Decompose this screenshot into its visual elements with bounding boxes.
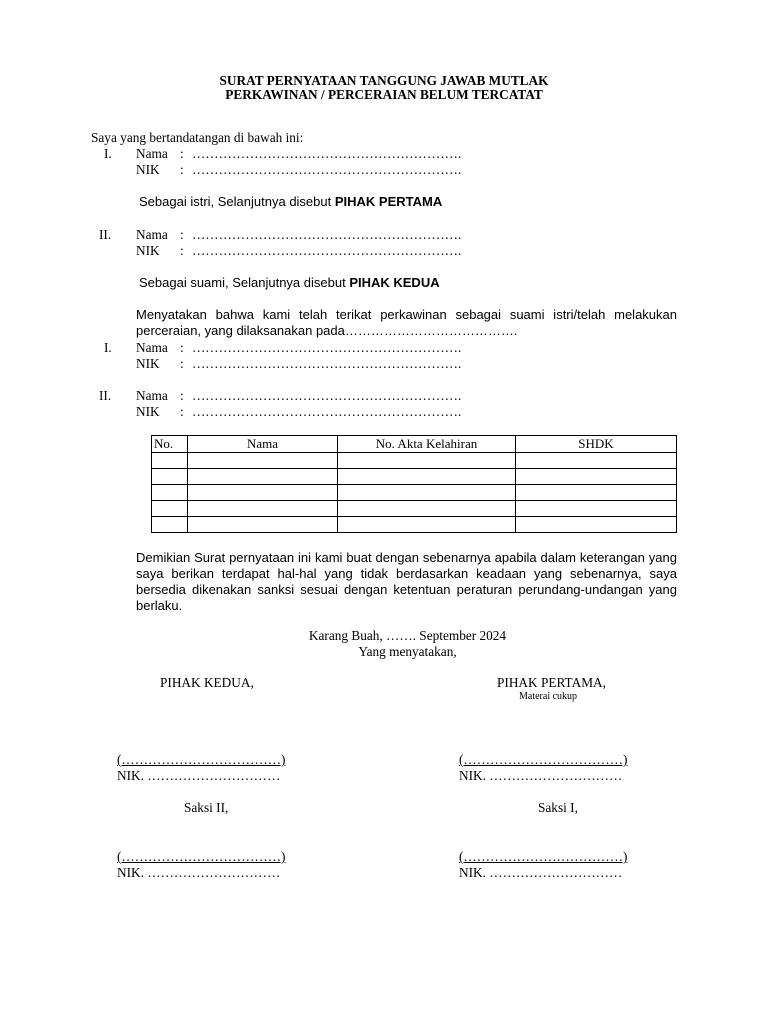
party1-role-name: PIHAK PERTAMA <box>334 194 443 209</box>
witness2-nik-colon: : <box>180 404 184 419</box>
table-cell <box>188 501 338 517</box>
party1-numeral: I. <box>104 146 112 161</box>
sign-left-line: (………………………………) <box>117 752 286 767</box>
table-cell <box>338 517 516 533</box>
title-line-1: SURAT PERNYATAAN TANGGUNG JAWAB MUTLAK <box>219 73 549 88</box>
witness2-nama-colon: : <box>180 388 184 403</box>
sign-right-title: PIHAK PERTAMA, <box>497 675 606 690</box>
party1-nik-colon: : <box>180 162 184 177</box>
saksi-right-line: (………………………………) <box>459 849 628 864</box>
witness1-nik-value: ……………………………………………………. <box>192 356 462 371</box>
statement-paragraph: Menyatakan bahwa kami telah terikat perkawinan sebagai suami istri/telah melakukan perceraian, yang dilaksanakan pada…………………………………. <box>136 307 677 338</box>
party2-nik-colon: : <box>180 243 184 258</box>
sign-right-nik: NIK. ………………………… <box>459 768 623 783</box>
party2-nik-value: ……………………………………………………. <box>192 243 462 258</box>
table-cell <box>516 485 677 501</box>
sign-left-title: PIHAK KEDUA, <box>160 675 254 690</box>
witness2-nama-value: ……………………………………………………. <box>192 388 462 403</box>
table-cell <box>188 517 338 533</box>
title-line-2: PERKAWINAN / PERCERAIAN BELUM TERCATAT <box>225 87 543 102</box>
party1-role-prefix: Sebagai istri, Selanjutnya disebut <box>139 194 335 209</box>
table-cell <box>338 485 516 501</box>
table-header-row <box>152 436 677 453</box>
table-cell <box>338 469 516 485</box>
party2-nik-label: NIK <box>136 243 160 258</box>
party1-nama-value: ……………………………………………………. <box>192 146 462 161</box>
party1-nama-label: Nama <box>136 146 168 161</box>
witness1-nama-label: Nama <box>136 340 168 355</box>
party2-role-name: PIHAK KEDUA <box>349 275 440 290</box>
sign-left-nik: NIK. ………………………… <box>117 768 281 783</box>
table-cell <box>152 453 188 469</box>
table-cell <box>188 453 338 469</box>
table-cell <box>152 501 188 517</box>
table-row <box>152 453 677 469</box>
table-cell <box>516 453 677 469</box>
table-row <box>152 501 677 517</box>
closing-paragraph: Demikian Surat pernyataan ini kami buat dengan sebenarnya apabila dalam keterangan yang saya berikan terdapat hal-hal yang tidak berdasarkan keadaan yang sebenarnya, saya bersedia dikenakan sanksi sesuai dengan ketentuan peraturan perundang-undangan yang berlaku. <box>136 550 677 613</box>
party1-nik-value: ……………………………………………………. <box>192 162 462 177</box>
table-cell <box>516 501 677 517</box>
saksi-right-title: Saksi I, <box>538 800 578 815</box>
table-cell <box>152 517 188 533</box>
materai-note: Materai cukup <box>519 691 578 702</box>
table-row <box>152 517 677 533</box>
party1-role <box>139 194 442 210</box>
place-date: Karang Buah, ……. September 2024 <box>308 628 507 643</box>
table-row <box>152 469 677 485</box>
party2-role <box>139 275 440 291</box>
saksi-right-nik: NIK. ………………………… <box>459 865 623 880</box>
header-nama: Nama <box>188 436 338 453</box>
witness1-nama-colon: : <box>180 340 184 355</box>
party2-nama-colon: : <box>180 227 184 242</box>
table-cell <box>188 469 338 485</box>
witness1-nik-label: NIK <box>136 356 160 371</box>
table-cell <box>516 517 677 533</box>
saksi-left-line: (………………………………) <box>117 849 286 864</box>
intro-text: Saya yang bertandatangan di bawah ini: <box>91 130 304 145</box>
witness1-nik-colon: : <box>180 356 184 371</box>
children-table <box>151 435 677 533</box>
witness2-nik-value: ……………………………………………………. <box>192 404 462 419</box>
witness1-nama-value: ……………………………………………………. <box>192 340 462 355</box>
sign-right-line: (………………………………) <box>459 752 628 767</box>
table-cell <box>152 469 188 485</box>
witness1-numeral: I. <box>104 340 112 355</box>
table-cell <box>152 485 188 501</box>
header-no: No. <box>152 436 188 453</box>
table-cell <box>188 485 338 501</box>
party2-numeral: II. <box>99 227 112 242</box>
table-cell <box>338 501 516 517</box>
witness2-nama-label: Nama <box>136 388 168 403</box>
party1-nik-label: NIK <box>136 162 160 177</box>
table-row <box>152 485 677 501</box>
witness2-nik-label: NIK <box>136 404 160 419</box>
declarer-text: Yang menyatakan, <box>358 644 457 659</box>
table-cell <box>516 469 677 485</box>
party2-nama-value: ……………………………………………………. <box>192 227 462 242</box>
saksi-left-nik: NIK. ………………………… <box>117 865 281 880</box>
header-akta: No. Akta Kelahiran <box>338 436 516 453</box>
party2-nama-label: Nama <box>136 227 168 242</box>
saksi-left-title: Saksi II, <box>184 800 229 815</box>
header-shdk: SHDK <box>516 436 677 453</box>
party2-role-prefix: Sebagai suami, Selanjutnya disebut <box>139 275 350 290</box>
witness2-numeral: II. <box>99 388 112 403</box>
table-cell <box>338 453 516 469</box>
party1-nama-colon: : <box>180 146 184 161</box>
